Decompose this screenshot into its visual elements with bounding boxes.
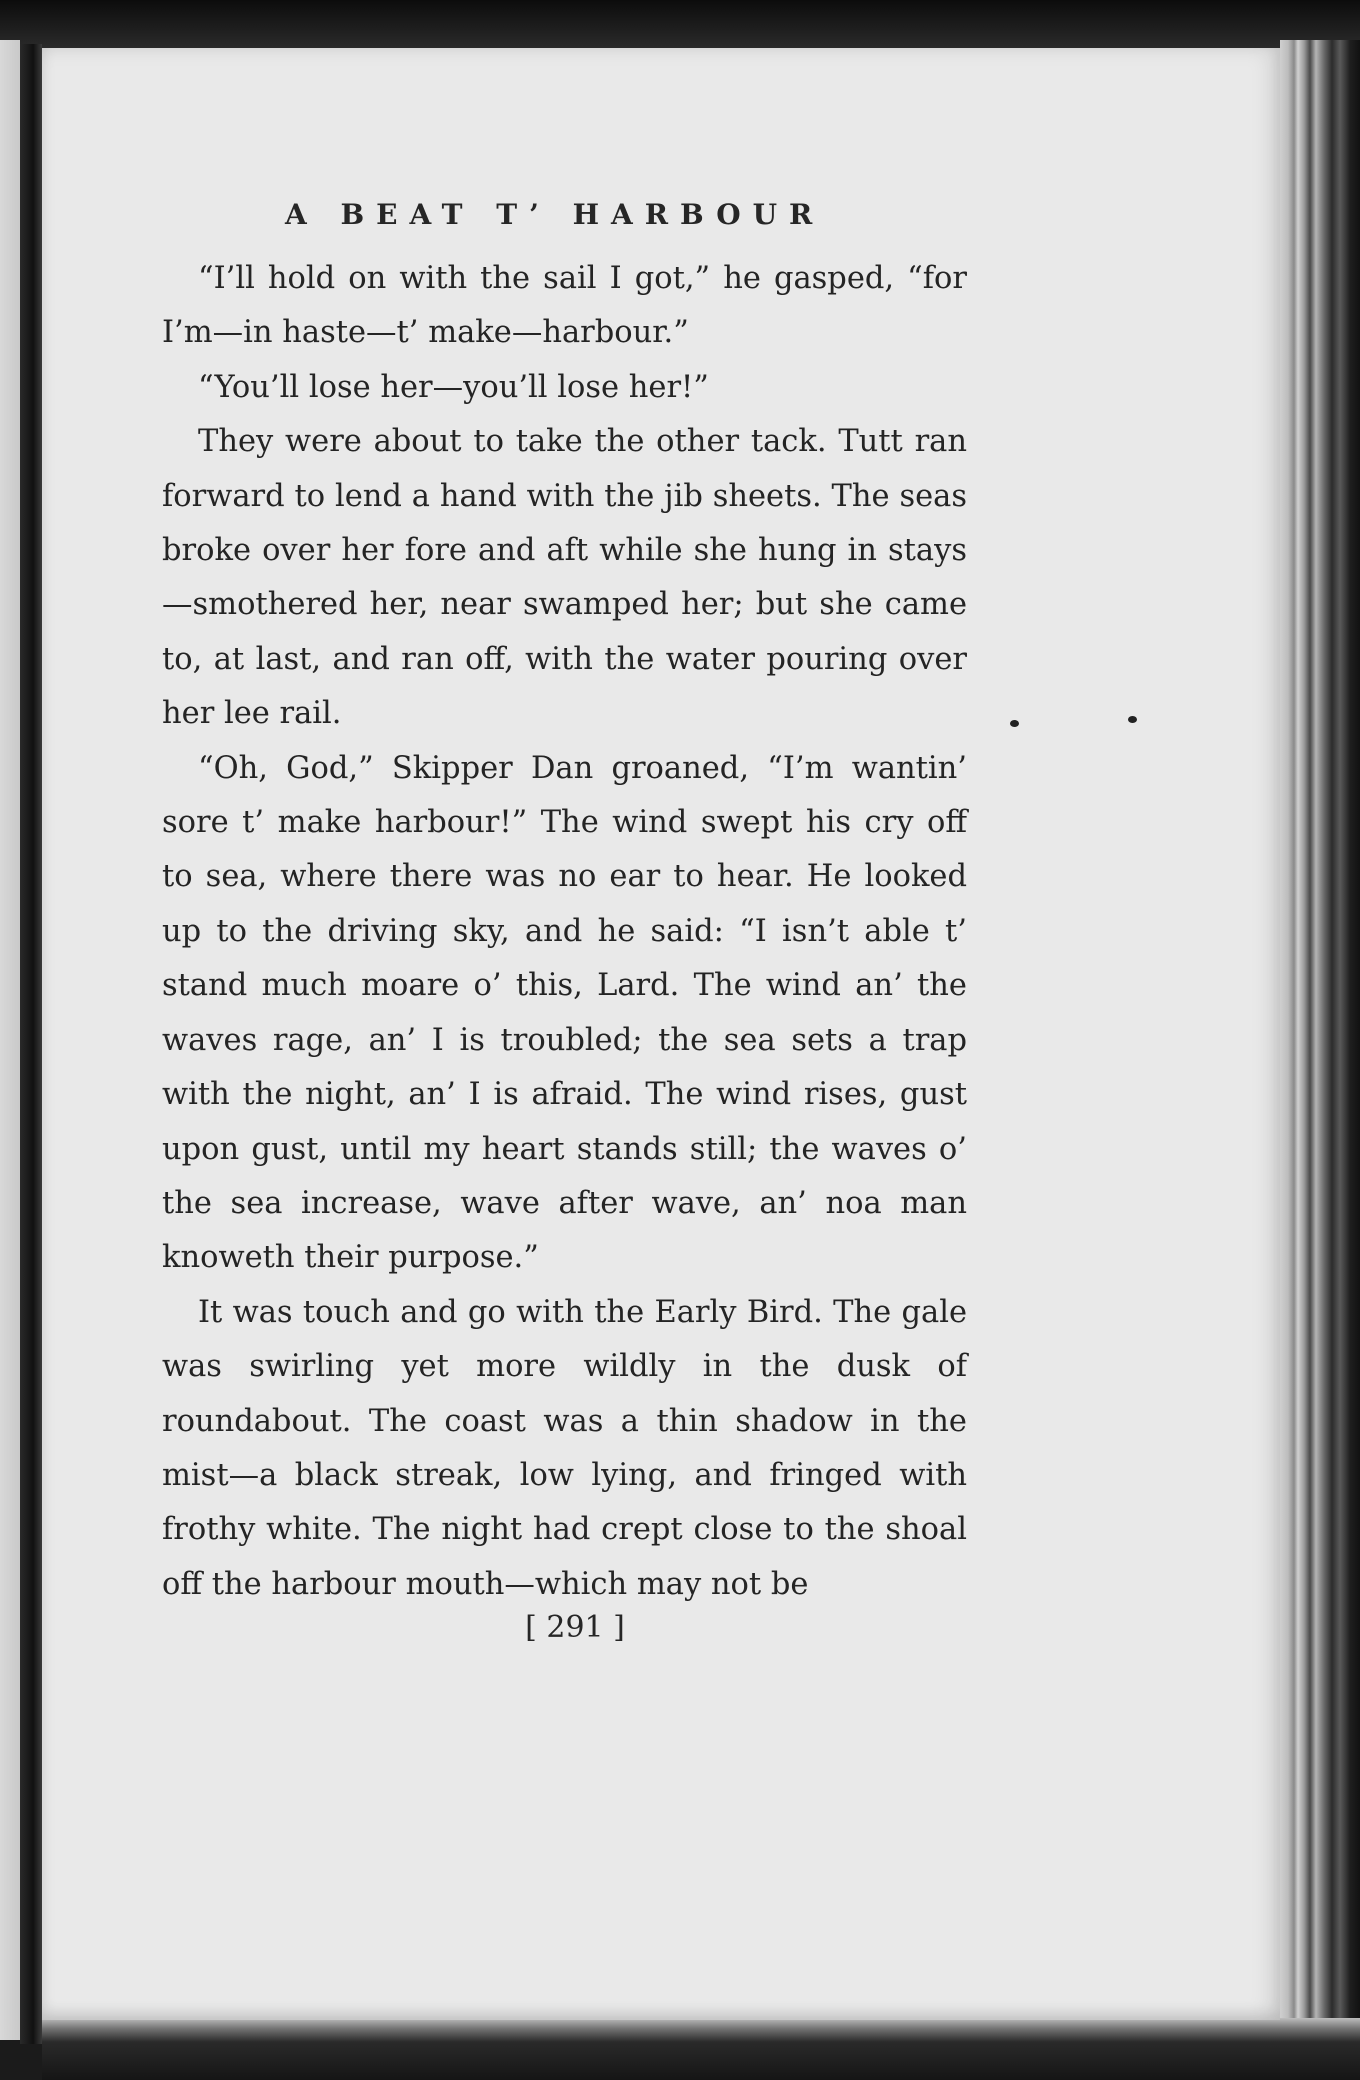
book-gutter (20, 44, 42, 2044)
paragraph: They were about to take the other tack. Tutt ran forward to lend a hand with the jib sheets. The seas broke over her fore and aft while she hung in stays—smothered her, near swamped her; but she came to, at last, and ran off, with the water pouring over her lee rail. (162, 424, 967, 732)
page-edges-right (1280, 40, 1360, 2030)
paragraph: It was touch and go with the Early Bird. The gale was swirling yet more wildly in the dusk of roundabout. The coast was a thin shadow in the mist—a black streak, low lying, and fringed with frothy white. The night had crept close to the shoal off the harbour mouth—which may not be (162, 1294, 967, 1602)
body-text (162, 252, 967, 1612)
paragraph: “I’ll hold on with the sail I got,” he gasped, “for I’m—in haste—t’ make—harbour.” (162, 261, 967, 351)
ink-speck (1128, 716, 1137, 723)
running-head: A BEAT T’ HARBOUR (285, 198, 825, 231)
ink-speck (1010, 720, 1019, 727)
page-number: [ 291 ] (525, 1610, 625, 1645)
scan-background-top (0, 0, 1360, 48)
page-edges-bottom (42, 2018, 1360, 2080)
paragraph: “Oh, God,” Skipper Dan groaned, “I’m wantin’ sore t’ make harbour!” The wind swept his cry off to sea, where there was no ear to hear. He looked up to the driving sky, and he said: “I isn’t able t’ stand much moare o’ this, Lard. The wind an’ the waves rage, an’ I is troubled; the sea sets a trap with the night, an’ I is afraid. The wind rises, gust upon gust, until my heart stands still; the waves o’ the sea increase, wave after wave, an’ noa man knoweth their purpose.” (162, 750, 967, 1276)
paragraph: “You’ll lose her—you’ll lose her!” (198, 369, 709, 405)
facing-page-strip (0, 40, 20, 2040)
